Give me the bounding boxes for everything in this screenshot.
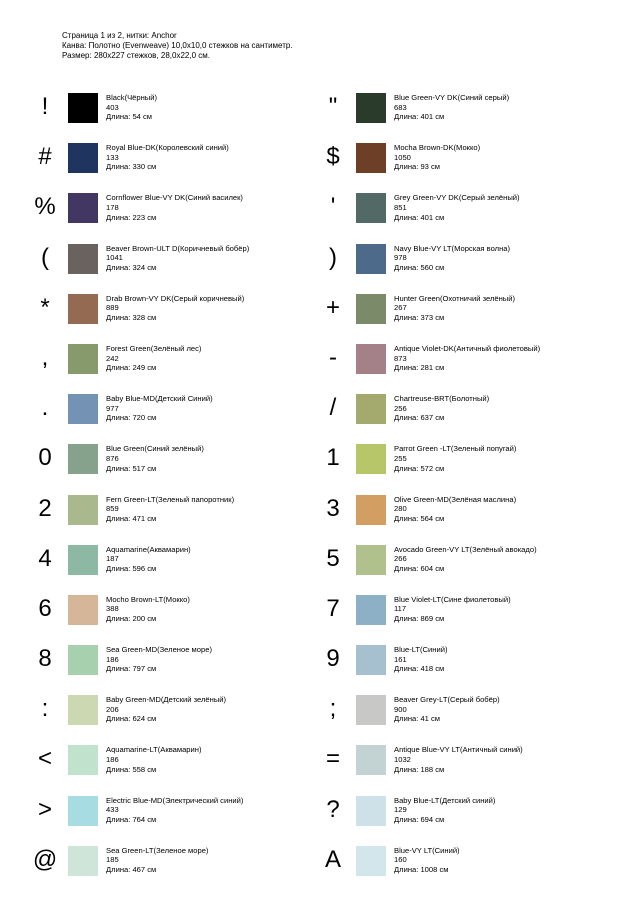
thread-name: Parrot Green -LT(Зеленый попугай) bbox=[394, 444, 517, 454]
thread-info bbox=[394, 244, 510, 273]
canvas-info: Канва: Полотно (Evenweave) 10,0x10,0 стежков на сантиметр. bbox=[62, 41, 293, 50]
thread-entry bbox=[318, 331, 636, 381]
thread-code: 178 bbox=[106, 202, 119, 212]
thread-length: Длина: 869 см bbox=[394, 614, 445, 624]
thread-entry bbox=[318, 732, 636, 782]
thread-info bbox=[106, 695, 226, 724]
thread-entry bbox=[0, 80, 318, 130]
thread-entry bbox=[0, 732, 318, 782]
color-swatch bbox=[356, 294, 386, 324]
thread-length: Длина: 281 см bbox=[394, 363, 445, 373]
thread-length: Длина: 694 см bbox=[394, 814, 445, 824]
thread-info bbox=[394, 143, 480, 172]
legend-row bbox=[0, 632, 636, 682]
color-swatch bbox=[68, 545, 98, 575]
thread-entry bbox=[0, 431, 318, 481]
thread-name: Forest Green(Зелёный лес) bbox=[106, 343, 202, 353]
thread-entry bbox=[0, 381, 318, 431]
thread-info bbox=[394, 93, 509, 122]
thread-name: Blue Green(Синий зелёный) bbox=[106, 444, 204, 454]
color-swatch bbox=[68, 394, 98, 424]
thread-entry bbox=[0, 783, 318, 833]
thread-length: Длина: 41 см bbox=[394, 714, 441, 724]
color-swatch bbox=[356, 846, 386, 876]
thread-name: Beaver Grey-LT(Серый бобёр) bbox=[394, 695, 500, 705]
thread-code: 160 bbox=[394, 855, 407, 865]
thread-code: 185 bbox=[106, 855, 119, 865]
thread-code: 859 bbox=[106, 504, 119, 514]
thread-entry bbox=[0, 833, 318, 883]
stitch-symbol: A bbox=[324, 845, 341, 873]
stitch-symbol: ' bbox=[330, 193, 336, 221]
thread-name: Avocado Green-VY LT(Зелёный авокадо) bbox=[394, 544, 537, 554]
thread-info bbox=[394, 645, 448, 674]
thread-entry bbox=[0, 130, 318, 180]
thread-info bbox=[394, 595, 511, 624]
thread-length: Длина: 93 см bbox=[394, 162, 441, 172]
thread-length: Длина: 373 см bbox=[394, 312, 445, 322]
thread-entry bbox=[318, 381, 636, 431]
thread-info bbox=[394, 193, 520, 222]
page-info: Страница 1 из 2, нитки: Anchor bbox=[62, 31, 177, 40]
thread-code: 186 bbox=[106, 654, 119, 664]
thread-name: Grey Green-VY DK(Серый зелёный) bbox=[394, 193, 520, 203]
color-swatch bbox=[68, 645, 98, 675]
thread-entry bbox=[0, 532, 318, 582]
thread-length: Длина: 401 см bbox=[394, 112, 445, 122]
thread-info bbox=[106, 745, 202, 774]
thread-length: Длина: 564 см bbox=[394, 513, 445, 523]
thread-info bbox=[106, 846, 208, 875]
thread-name: Baby Blue-LT(Детский синий) bbox=[394, 795, 496, 805]
thread-length: Длина: 596 см bbox=[106, 563, 157, 573]
legend-row bbox=[0, 431, 636, 481]
color-swatch bbox=[68, 495, 98, 525]
thread-length: Длина: 418 см bbox=[394, 664, 445, 674]
thread-entry bbox=[318, 80, 636, 130]
color-swatch bbox=[68, 796, 98, 826]
thread-info bbox=[394, 545, 537, 574]
color-swatch bbox=[68, 294, 98, 324]
thread-name: Olive Green-MD(Зелёная маслина) bbox=[394, 494, 517, 504]
thread-length: Длина: 223 см bbox=[106, 212, 157, 222]
thread-length: Длина: 328 см bbox=[106, 312, 157, 322]
thread-name: Mocha Brown-DK(Мокко) bbox=[394, 143, 481, 153]
thread-code: 133 bbox=[106, 152, 119, 162]
thread-entry bbox=[318, 833, 636, 883]
thread-legend bbox=[0, 80, 636, 883]
thread-length: Длина: 249 см bbox=[106, 363, 157, 373]
color-swatch bbox=[68, 143, 98, 173]
color-swatch bbox=[356, 595, 386, 625]
stitch-symbol: 2 bbox=[38, 494, 52, 522]
thread-code: 186 bbox=[106, 755, 119, 765]
thread-name: Baby Blue-MD(Детский Синий) bbox=[106, 394, 213, 404]
thread-entry bbox=[0, 231, 318, 281]
thread-name: Electric Blue-MD(Электрический синий) bbox=[106, 795, 244, 805]
stitch-symbol: ( bbox=[41, 243, 49, 271]
legend-row bbox=[0, 381, 636, 431]
color-swatch bbox=[356, 745, 386, 775]
thread-entry bbox=[0, 482, 318, 532]
color-swatch bbox=[68, 344, 98, 374]
thread-code: 187 bbox=[106, 554, 119, 564]
color-swatch bbox=[68, 193, 98, 223]
legend-row bbox=[0, 281, 636, 331]
color-swatch bbox=[356, 495, 386, 525]
thread-code: 873 bbox=[394, 353, 407, 363]
thread-info bbox=[106, 143, 229, 172]
stitch-symbol: ? bbox=[326, 795, 340, 823]
thread-code: 129 bbox=[394, 805, 407, 815]
thread-code: 161 bbox=[394, 654, 407, 664]
stitch-symbol: 7 bbox=[326, 594, 340, 622]
stitch-symbol: * bbox=[40, 293, 50, 321]
thread-code: 267 bbox=[394, 303, 407, 313]
legend-row bbox=[0, 783, 636, 833]
stitch-symbol: 0 bbox=[38, 444, 52, 472]
thread-code: 1032 bbox=[394, 755, 411, 765]
thread-code: 851 bbox=[394, 202, 407, 212]
thread-code: 683 bbox=[394, 102, 407, 112]
stitch-symbol: % bbox=[34, 193, 56, 221]
thread-entry bbox=[0, 180, 318, 230]
thread-code: 117 bbox=[394, 604, 407, 614]
color-swatch bbox=[68, 595, 98, 625]
color-swatch bbox=[356, 796, 386, 826]
thread-length: Длина: 720 см bbox=[106, 413, 157, 423]
color-swatch bbox=[356, 193, 386, 223]
stitch-symbol: 1 bbox=[326, 444, 340, 472]
thread-code: 900 bbox=[394, 704, 407, 714]
thread-entry bbox=[0, 281, 318, 331]
thread-entry bbox=[318, 582, 636, 632]
thread-entry bbox=[318, 231, 636, 281]
color-swatch bbox=[356, 444, 386, 474]
legend-row bbox=[0, 80, 636, 130]
color-swatch bbox=[68, 444, 98, 474]
stitch-symbol: ) bbox=[329, 243, 337, 271]
thread-length: Длина: 624 см bbox=[106, 714, 157, 724]
thread-info bbox=[106, 796, 243, 825]
thread-entry bbox=[0, 682, 318, 732]
legend-row bbox=[0, 231, 636, 281]
legend-row bbox=[0, 833, 636, 883]
thread-length: Длина: 54 см bbox=[106, 112, 153, 122]
thread-name: Blue-VY LT(Синий) bbox=[394, 845, 460, 855]
color-swatch bbox=[356, 143, 386, 173]
thread-entry bbox=[0, 582, 318, 632]
thread-length: Длина: 572 см bbox=[394, 463, 445, 473]
thread-length: Длина: 517 см bbox=[106, 463, 157, 473]
thread-name: Cornflower Blue-VY DK(Синий василек) bbox=[106, 193, 243, 203]
thread-info bbox=[106, 444, 204, 473]
thread-length: Длина: 200 см bbox=[106, 614, 157, 624]
stitch-symbol: - bbox=[329, 343, 337, 371]
thread-entry bbox=[318, 431, 636, 481]
size-info: Размер: 280x227 стежков, 28,0x22,0 см. bbox=[62, 51, 210, 60]
legend-row bbox=[0, 682, 636, 732]
thread-info bbox=[106, 545, 191, 574]
color-swatch bbox=[356, 93, 386, 123]
thread-code: 403 bbox=[106, 102, 119, 112]
color-swatch bbox=[68, 93, 98, 123]
stitch-symbol: : bbox=[41, 695, 49, 723]
legend-row bbox=[0, 482, 636, 532]
thread-code: 256 bbox=[394, 403, 407, 413]
thread-entry bbox=[318, 532, 636, 582]
color-swatch bbox=[356, 695, 386, 725]
thread-length: Длина: 1008 см bbox=[394, 865, 449, 874]
thread-name: Navy Blue-VY LT(Морская волна) bbox=[394, 243, 511, 253]
thread-name: Aquamarine-LT(Аквамарин) bbox=[106, 745, 202, 755]
thread-length: Длина: 188 см bbox=[394, 764, 445, 774]
thread-length: Длина: 604 см bbox=[394, 563, 445, 573]
thread-code: 433 bbox=[106, 805, 119, 815]
thread-name: Fern Green-LT(Зеленый папоротник) bbox=[106, 494, 235, 504]
thread-name: Blue Green-VY DK(Синий серый) bbox=[394, 93, 510, 102]
thread-length: Длина: 330 см bbox=[106, 162, 157, 172]
thread-length: Длина: 560 см bbox=[394, 262, 445, 272]
thread-length: Длина: 471 см bbox=[106, 513, 157, 523]
thread-name: Beaver Brown-ULT D(Коричневый бобёр) bbox=[106, 243, 250, 253]
thread-name: Chartreuse-BRT(Болотный) bbox=[394, 394, 490, 404]
stitch-symbol: 5 bbox=[326, 544, 340, 572]
thread-code: 1041 bbox=[106, 253, 123, 263]
stitch-symbol: = bbox=[325, 745, 340, 773]
thread-length: Длина: 324 см bbox=[106, 262, 157, 272]
thread-name: Aquamarine(Аквамарин) bbox=[106, 544, 191, 554]
thread-name: Blue-LT(Синий) bbox=[394, 645, 448, 655]
thread-code: 978 bbox=[394, 253, 407, 263]
stitch-symbol: @ bbox=[32, 845, 58, 873]
thread-length: Длина: 637 см bbox=[394, 413, 445, 423]
stitch-symbol: , bbox=[41, 343, 49, 371]
thread-info bbox=[106, 645, 212, 674]
stitch-symbol: # bbox=[38, 143, 52, 171]
thread-info bbox=[394, 745, 523, 774]
legend-row bbox=[0, 532, 636, 582]
thread-info bbox=[394, 394, 489, 423]
thread-info bbox=[106, 595, 190, 624]
thread-name: Blue Violet-LT(Сине фиолетовый) bbox=[394, 594, 511, 604]
legend-row bbox=[0, 582, 636, 632]
thread-entry bbox=[318, 632, 636, 682]
color-swatch bbox=[356, 645, 386, 675]
legend-row bbox=[0, 732, 636, 782]
thread-name: Antique Violet-DK(Античный фиолетовый) bbox=[394, 343, 541, 353]
thread-entry bbox=[318, 482, 636, 532]
color-swatch bbox=[68, 846, 98, 876]
stitch-symbol: " bbox=[328, 93, 338, 120]
thread-name: Sea Green-LT(Зеленое море) bbox=[106, 845, 209, 855]
thread-entry bbox=[318, 130, 636, 180]
stitch-symbol: ; bbox=[329, 695, 337, 723]
stitch-symbol: 3 bbox=[326, 494, 340, 522]
legend-row bbox=[0, 331, 636, 381]
stitch-symbol: $ bbox=[326, 143, 340, 171]
stitch-symbol: < bbox=[37, 745, 52, 773]
stitch-symbol: 8 bbox=[38, 645, 52, 673]
thread-name: Mocho Brown-LT(Мокко) bbox=[106, 594, 190, 604]
thread-code: 876 bbox=[106, 453, 119, 463]
thread-name: Sea Green-MD(Зеленое море) bbox=[106, 645, 212, 655]
thread-length: Длина: 764 см bbox=[106, 814, 157, 824]
thread-info bbox=[106, 244, 249, 273]
color-swatch bbox=[68, 745, 98, 775]
thread-info bbox=[394, 444, 516, 473]
stitch-symbol: / bbox=[329, 394, 337, 422]
thread-entry bbox=[0, 632, 318, 682]
thread-code: 266 bbox=[394, 554, 407, 564]
thread-info bbox=[394, 294, 515, 323]
thread-code: 280 bbox=[394, 504, 407, 514]
thread-name: Hunter Green(Охотничий зелёный) bbox=[394, 293, 516, 303]
thread-entry bbox=[318, 180, 636, 230]
thread-length: Длина: 558 см bbox=[106, 764, 157, 774]
thread-name: Antique Blue-VY LT(Античный синий) bbox=[394, 745, 523, 755]
legend-row bbox=[0, 130, 636, 180]
thread-entry bbox=[0, 331, 318, 381]
thread-name: Baby Green-MD(Детский зелёный) bbox=[106, 695, 227, 705]
thread-code: 977 bbox=[106, 403, 119, 413]
thread-name: Drab Brown-VY DK(Серый коричневый) bbox=[106, 293, 245, 303]
thread-length: Длина: 797 см bbox=[106, 664, 157, 674]
thread-info bbox=[106, 495, 234, 524]
stitch-symbol: > bbox=[37, 795, 52, 823]
stitch-symbol: ! bbox=[41, 93, 49, 120]
stitch-symbol: 9 bbox=[326, 645, 340, 673]
thread-code: 388 bbox=[106, 604, 119, 614]
thread-info bbox=[394, 344, 540, 373]
page-header bbox=[62, 31, 293, 61]
stitch-symbol: . bbox=[41, 394, 49, 422]
stitch-symbol: 6 bbox=[38, 594, 52, 622]
thread-info bbox=[394, 695, 500, 724]
thread-info bbox=[106, 344, 201, 373]
color-swatch bbox=[356, 545, 386, 575]
thread-code: 1050 bbox=[394, 152, 411, 162]
stitch-symbol: + bbox=[325, 293, 340, 321]
thread-code: 255 bbox=[394, 453, 407, 463]
color-swatch bbox=[68, 244, 98, 274]
thread-entry bbox=[318, 783, 636, 833]
thread-code: 206 bbox=[106, 704, 119, 714]
stitch-symbol: 4 bbox=[38, 544, 52, 572]
thread-code: 242 bbox=[106, 353, 119, 363]
thread-length: Длина: 401 см bbox=[394, 212, 445, 222]
thread-code: 889 bbox=[106, 303, 119, 313]
thread-info bbox=[106, 93, 157, 122]
thread-name: Royal Blue-DK(Королевский синий) bbox=[106, 143, 229, 153]
thread-info bbox=[106, 394, 213, 423]
thread-entry bbox=[318, 682, 636, 732]
thread-info bbox=[394, 796, 495, 825]
thread-entry bbox=[318, 281, 636, 331]
legend-row bbox=[0, 180, 636, 230]
color-swatch bbox=[356, 344, 386, 374]
thread-name: Black(Чёрный) bbox=[106, 93, 158, 102]
thread-info bbox=[106, 193, 243, 222]
color-swatch bbox=[356, 394, 386, 424]
thread-info bbox=[394, 495, 516, 524]
color-swatch bbox=[68, 695, 98, 725]
thread-info bbox=[394, 846, 460, 875]
color-swatch bbox=[356, 244, 386, 274]
thread-length: Длина: 467 см bbox=[106, 865, 157, 874]
thread-info bbox=[106, 294, 244, 323]
